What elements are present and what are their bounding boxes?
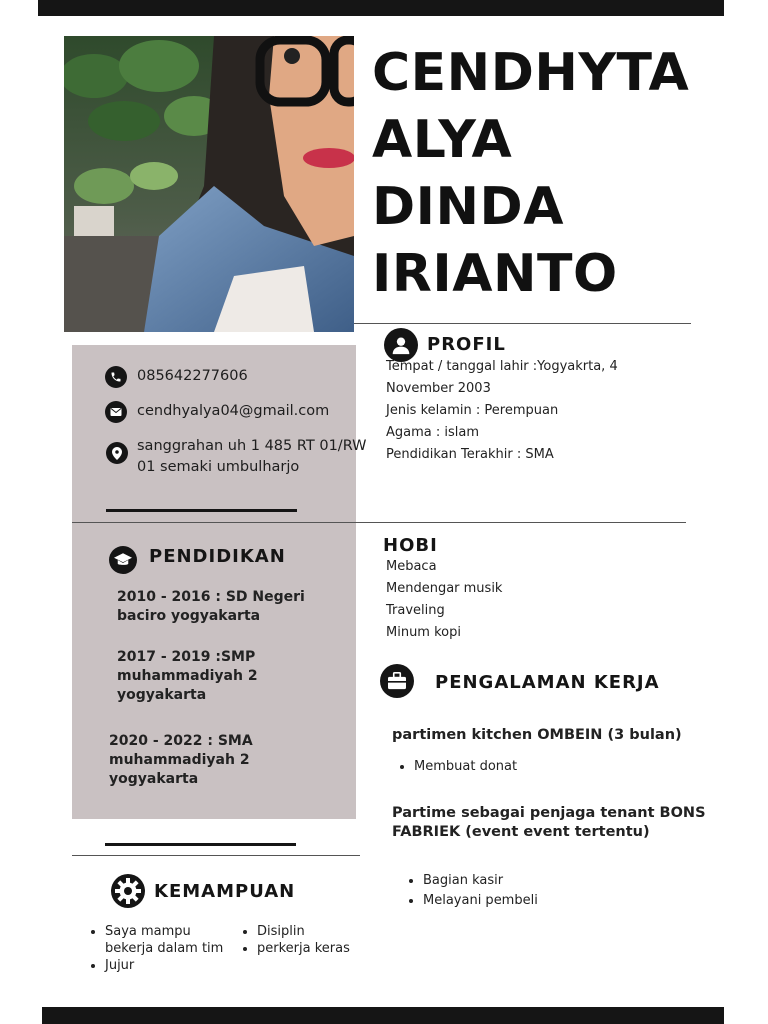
divider bbox=[72, 855, 360, 856]
job-task: • Bagian kasir bbox=[423, 871, 538, 891]
job-task: • Membuat donat bbox=[414, 757, 517, 777]
location-icon bbox=[106, 442, 128, 464]
education-item bbox=[117, 648, 258, 705]
phone-text: 085642277606 bbox=[137, 368, 248, 384]
education-line: muhammadiyah 2 bbox=[109, 752, 250, 768]
top-bar bbox=[38, 0, 724, 16]
gear-icon bbox=[110, 873, 146, 909]
skill-item: • Disiplin bbox=[257, 923, 371, 940]
job-title bbox=[392, 804, 706, 842]
address-line: 01 semaki umbulharjo bbox=[137, 459, 300, 475]
full-name bbox=[372, 40, 762, 308]
hobi-item: Traveling bbox=[386, 603, 445, 618]
name-line: DINDA bbox=[372, 177, 564, 237]
skill-line: Saya mampu bbox=[105, 924, 191, 939]
skills-column bbox=[89, 923, 239, 974]
profil-line: Agama : islam bbox=[386, 425, 480, 440]
email-icon bbox=[105, 401, 127, 423]
education-item bbox=[109, 732, 253, 789]
divider bbox=[354, 323, 691, 324]
divider bbox=[72, 522, 686, 523]
job-tasks bbox=[396, 757, 517, 777]
profil-line: November 2003 bbox=[386, 381, 491, 396]
address-text bbox=[137, 436, 367, 478]
address-line: sanggrahan uh 1 485 RT 01/RW bbox=[137, 438, 367, 454]
education-item bbox=[117, 588, 305, 626]
education-line: baciro yogyakarta bbox=[117, 608, 261, 624]
profil-line: Tempat / tanggal lahir :Yogyakrta, 4 bbox=[386, 359, 618, 374]
education-line: 2017 - 2019 :SMP bbox=[117, 649, 256, 665]
kemampuan-heading: KEMAMPUAN bbox=[154, 881, 296, 902]
hobi-item: Mendengar musik bbox=[386, 581, 503, 596]
job-task: • Melayani pembeli bbox=[423, 891, 538, 911]
skills-column bbox=[241, 923, 371, 957]
bottom-bar bbox=[42, 1007, 724, 1024]
hobi-heading: HOBI bbox=[383, 535, 438, 556]
skill-line: bekerja dalam tim bbox=[105, 941, 224, 956]
name-line: ALYA bbox=[372, 110, 513, 170]
pengalaman-heading: PENGALAMAN KERJA bbox=[435, 672, 660, 693]
hobi-item: Minum kopi bbox=[386, 625, 461, 640]
profil-line: Jenis kelamin : Perempuan bbox=[386, 403, 559, 418]
job-title-line: Partime sebagai penjaga tenant BONS bbox=[392, 805, 706, 821]
profile-photo bbox=[64, 36, 354, 332]
name-line: IRIANTO bbox=[372, 244, 618, 304]
name-line: CENDHYTA bbox=[372, 43, 690, 103]
education-line: yogyakarta bbox=[117, 687, 207, 703]
job-tasks bbox=[405, 871, 538, 911]
hobi-list bbox=[386, 556, 502, 644]
education-line: muhammadiyah 2 bbox=[117, 668, 258, 684]
education-underline bbox=[105, 843, 296, 846]
education-line: yogyakarta bbox=[109, 771, 199, 787]
education-line: 2010 - 2016 : SD Negeri bbox=[117, 589, 305, 605]
education-line: 2020 - 2022 : SMA bbox=[109, 733, 253, 749]
hobi-item: Mebaca bbox=[386, 559, 437, 574]
phone-icon bbox=[105, 366, 127, 388]
contact-underline bbox=[106, 509, 297, 512]
job-title: partimen kitchen OMBEIN (3 bulan) bbox=[392, 727, 682, 743]
job-title-line: FABRIEK (event event tertentu) bbox=[392, 824, 650, 840]
skill-item: • Jujur bbox=[105, 957, 239, 974]
skill-item bbox=[105, 923, 239, 957]
profil-heading: PROFIL bbox=[427, 334, 506, 355]
briefcase-icon bbox=[380, 664, 414, 698]
profil-line: Pendidikan Terakhir : SMA bbox=[386, 447, 554, 462]
pendidikan-heading: PENDIDIKAN bbox=[149, 546, 286, 567]
graduation-cap-icon bbox=[109, 546, 137, 574]
skill-item: • perkerja keras bbox=[257, 940, 371, 957]
email-text: cendhyalya04@gmail.com bbox=[137, 403, 330, 419]
profil-details bbox=[386, 356, 618, 466]
